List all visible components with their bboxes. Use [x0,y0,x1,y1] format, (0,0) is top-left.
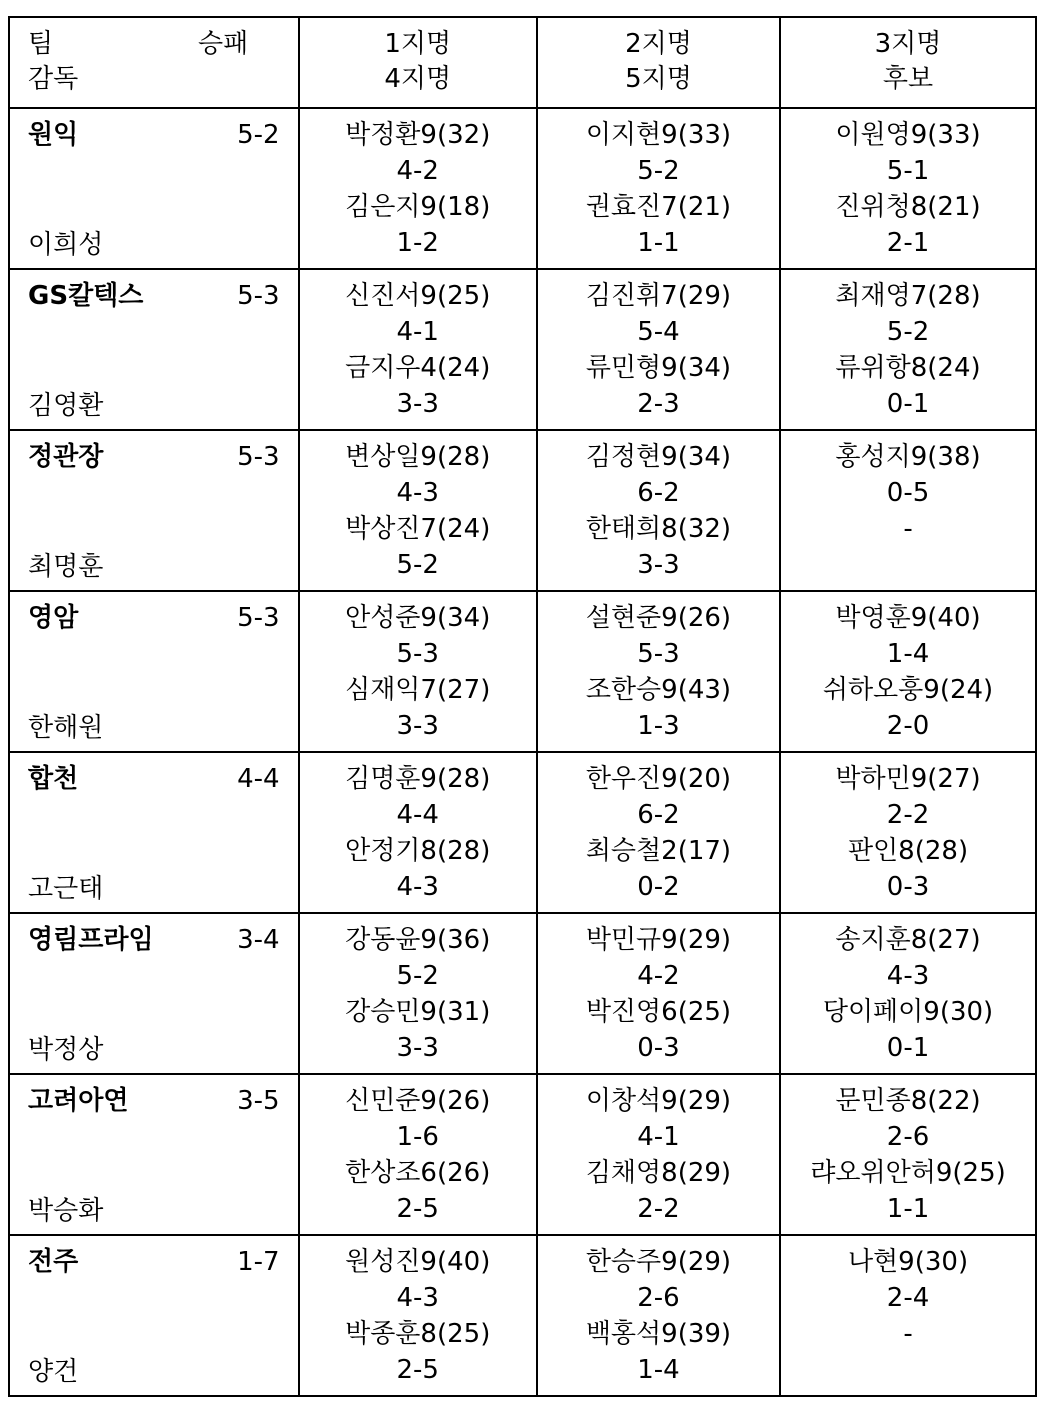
pick-cell [299,269,537,430]
pick-player: 이지현9(33) [585,120,732,150]
pick-record: 4-2 [396,156,439,186]
pick-record: 0-3 [886,872,930,902]
pick-player: 박정환9(32) [345,120,491,150]
pick-cell [537,591,780,752]
pick-record: 2-6 [637,1283,680,1313]
pick-player: 쉬하오훙9(24) [822,675,994,705]
pick-player: 김정현9(34) [585,442,732,472]
pick-cell [537,108,780,269]
pick-player: 진위청8(21) [835,192,981,222]
team-coach: 한해원 [28,713,104,743]
pick-record: 4-3 [396,872,439,902]
team-cell [9,752,299,913]
pick-player: 원성진9(40) [345,1247,491,1277]
header-team-label: 팀 [28,29,54,59]
team-coach: 박정상 [28,1035,104,1065]
pick-player: 한상조6(26) [345,1158,491,1188]
pick-player: 한태희8(32) [585,514,732,544]
pick-cell [299,1074,537,1235]
pick-cell [537,430,780,591]
pick-player: 이창석9(29) [585,1086,732,1116]
team-record: 5-2 [237,120,280,150]
pick-record: 1-1 [886,1194,930,1224]
pick-record: 1-4 [886,639,930,669]
pick-cell [780,591,1036,752]
pick-player: 한승주9(29) [585,1247,732,1277]
pick-cell [780,913,1036,1074]
team-record: 5-3 [237,442,280,472]
pick-player: 박진영6(25) [585,997,732,1027]
team-cell [9,913,299,1074]
pick-player: 류민형9(34) [585,353,732,383]
pick-record: 4-4 [396,800,439,830]
team-coach: 김영환 [28,391,104,421]
pick-record: 4-3 [886,961,930,991]
team-row [9,913,1036,1074]
team-cell [9,430,299,591]
pick-record: 1-1 [637,228,680,258]
pick-record: 0-5 [886,478,930,508]
pick-record: 0-1 [886,1033,930,1063]
header-pick5-label: 5지명 [625,64,692,94]
team-cell [9,591,299,752]
header-team-cell [9,17,299,108]
pick-record: 3-3 [396,1033,439,1063]
team-record: 3-5 [237,1086,280,1116]
pick-player: 신진서9(25) [345,281,491,311]
pick-player: 신민준9(26) [345,1086,491,1116]
pick-record: 2-4 [886,1283,930,1313]
team-cell [9,1074,299,1235]
pick-player: 이원영9(33) [835,120,981,150]
header-record-label: 승패 [198,29,249,59]
pick-record: 2-2 [886,800,930,830]
pick-player: 송지훈8(27) [835,925,981,955]
pick-record: 4-1 [637,1122,680,1152]
team-row [9,1235,1036,1396]
team-name: 고려아연 [28,1086,129,1116]
team-cell [9,108,299,269]
pick-player: 강승민9(31) [345,997,491,1027]
header-coach-label: 감독 [28,64,79,94]
pick-player: 박영훈9(40) [835,603,981,633]
pick-record: 2-5 [396,1194,439,1224]
pick-cell [299,913,537,1074]
pick-cell [537,752,780,913]
header-pick3-cell [780,17,1036,108]
pick-cell [780,108,1036,269]
pick-record: 2-5 [396,1355,439,1385]
pick-record: 4-3 [396,1283,439,1313]
pick-record: 2-3 [637,389,680,419]
pick-player: 최재영7(28) [835,281,981,311]
pick-player: 나현9(30) [847,1247,969,1277]
pick-player: 김진휘7(29) [585,281,732,311]
pick-record [781,547,1035,583]
pick-record: 4-1 [396,317,439,347]
pick-record: 1-6 [396,1122,439,1152]
pick-record: 6-2 [637,478,680,508]
pick-player: 문민종8(22) [835,1086,981,1116]
team-name: 영암 [28,603,79,633]
team-record: 5-3 [237,281,280,311]
pick-player: - [903,1319,913,1349]
pick-record: 5-2 [396,550,439,580]
pick-player: 판인8(28) [847,836,969,866]
pick-record [781,1352,1035,1388]
pick-record: 2-1 [886,228,930,258]
pick-record: 5-1 [886,156,930,186]
pick-record: 3-3 [396,711,439,741]
team-row [9,108,1036,269]
pick-cell [780,1074,1036,1235]
pick-player: 박하민9(27) [835,764,981,794]
pick-record: 5-3 [396,639,439,669]
team-row [9,591,1036,752]
pick-cell [299,1235,537,1396]
team-cell [9,269,299,430]
pick-player: 금지우4(24) [345,353,491,383]
pick-player: 홍성지9(38) [835,442,981,472]
pick-record: 2-6 [886,1122,930,1152]
pick-record: 5-2 [396,961,439,991]
team-coach: 이희성 [28,230,104,260]
pick-cell [537,1235,780,1396]
pick-player: 백홍석9(39) [585,1319,732,1349]
header-pick2-cell [537,17,780,108]
header-pick2-label: 2지명 [625,29,692,59]
team-name: 영림프라임 [28,925,154,955]
pick-cell [537,1074,780,1235]
pick-cell [299,591,537,752]
pick-record: 5-3 [637,639,680,669]
pick-player: 심재익7(27) [345,675,491,705]
team-record: 5-3 [237,603,280,633]
pick-cell [537,913,780,1074]
team-cell [9,1235,299,1396]
team-record: 1-7 [237,1247,280,1277]
pick-player: - [903,514,913,544]
team-coach: 양건 [28,1357,79,1387]
pick-record: 0-1 [886,389,930,419]
pick-cell [780,752,1036,913]
pick-player: 김채영8(29) [585,1158,732,1188]
header-pick3-label: 3지명 [874,29,942,59]
pick-player: 설현준9(26) [585,603,732,633]
pick-player: 김은지9(18) [345,192,491,222]
pick-cell [299,430,537,591]
pick-cell [780,269,1036,430]
pick-player: 변상일9(28) [345,442,491,472]
header-reserve-label: 후보 [882,64,934,94]
pick-record: 0-2 [637,872,680,902]
pick-player: 박민규9(29) [585,925,732,955]
pick-cell [780,430,1036,591]
header-pick1-cell [299,17,537,108]
team-coach: 박승화 [28,1196,104,1226]
team-row [9,752,1036,913]
pick-player: 최승철2(17) [585,836,732,866]
pick-record: 4-2 [637,961,680,991]
pick-player: 강동윤9(36) [345,925,491,955]
pick-cell [299,108,537,269]
team-name: 정관장 [28,442,104,472]
pick-player: 권효진7(21) [585,192,732,222]
pick-record: 3-3 [396,389,439,419]
team-name: 합천 [28,764,79,794]
pick-record: 2-2 [637,1194,680,1224]
pick-player: 안성준9(34) [345,603,491,633]
pick-record: 6-2 [637,800,680,830]
header-pick1-label: 1지명 [384,29,452,59]
pick-player: 조한승9(43) [585,675,732,705]
pick-record: 0-3 [637,1033,680,1063]
pick-record: 1-4 [637,1355,680,1385]
table-body [9,17,1036,1396]
team-record: 3-4 [237,925,280,955]
pick-record: 5-2 [637,156,680,186]
header-pick4-label: 4지명 [384,64,452,94]
team-record: 4-4 [237,764,280,794]
team-name: 전주 [28,1247,79,1277]
pick-player: 안정기8(28) [345,836,491,866]
team-name: 원익 [28,120,79,150]
team-name: GS칼텍스 [28,281,144,311]
league-table [8,16,1037,1397]
pick-cell [299,752,537,913]
pick-player: 한우진9(20) [585,764,732,794]
team-row [9,1074,1036,1235]
pick-record: 5-2 [886,317,930,347]
team-row [9,430,1036,591]
team-row [9,269,1036,430]
pick-cell [780,1235,1036,1396]
header-row [9,17,1036,108]
team-coach: 고근태 [28,874,104,904]
pick-record: 4-3 [396,478,439,508]
pick-player: 랴오위안허9(25) [810,1158,1006,1188]
pick-record: 1-3 [637,711,680,741]
pick-cell [537,269,780,430]
pick-player: 박상진7(24) [345,514,491,544]
pick-player: 류위항8(24) [835,353,981,383]
pick-record: 3-3 [637,550,680,580]
team-coach: 최명훈 [28,552,104,582]
pick-player: 당이페이9(30) [822,997,994,1027]
pick-record: 5-4 [637,317,680,347]
pick-player: 김명훈9(28) [345,764,491,794]
pick-player: 박종훈8(25) [345,1319,491,1349]
pick-record: 1-2 [396,228,439,258]
pick-record: 2-0 [886,711,930,741]
